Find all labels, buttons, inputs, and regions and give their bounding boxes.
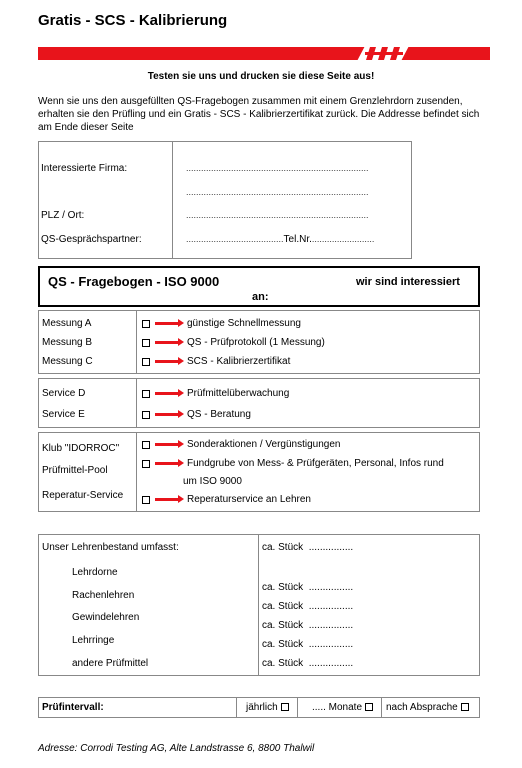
qty-dots: ................ — [308, 582, 354, 593]
qty-label: ca. Stück — [262, 620, 304, 631]
service-d-label: Service D — [42, 388, 86, 399]
interval-months-label: ..... Monate — [312, 702, 363, 713]
qty-label: ca. Stück — [262, 639, 304, 650]
option-label: Prüfmittelüberwachung — [187, 388, 290, 399]
option-pruefmittelueberwachung[interactable] — [142, 388, 289, 399]
arrow-icon — [155, 413, 181, 416]
interval-agreement[interactable] — [386, 702, 469, 713]
option-label: QS - Beratung — [187, 409, 251, 420]
option-label: SCS - Kalibrierzertifikat — [187, 356, 291, 367]
option-label: QS - Prüfprotokoll (1 Messung) — [187, 337, 325, 348]
pool-label: Prüfmittel-Pool — [42, 465, 108, 476]
company-logo — [356, 44, 410, 63]
interest-text: wir sind interessiert — [356, 276, 460, 288]
checkbox[interactable] — [142, 390, 150, 398]
intro-text: Wenn sie uns den ausgefüllten QS-Fragebogen zusammen mit einem Grenzlehrdorn zusenden, erhalten sie den Prüfling und ein Gratis - SCS - Kalibrierzertifikat zurück. Die Addresse befindet sich am Ende dieser Seite — [38, 96, 480, 133]
option-schnellmessung[interactable] — [142, 318, 301, 329]
interval-divider-2 — [381, 697, 382, 718]
option-qs-beratung[interactable] — [142, 409, 251, 420]
section-service-options — [136, 378, 480, 428]
red-banner — [38, 47, 490, 60]
measurement-b-label: Messung B — [42, 337, 93, 348]
checkbox[interactable] — [142, 358, 150, 366]
inventory-heading: Unser Lehrenbestand umfasst: — [42, 542, 179, 553]
inventory-item: Lehrringe — [72, 635, 115, 646]
checkbox[interactable] — [461, 703, 469, 711]
checkbox[interactable] — [142, 411, 150, 419]
option-label: günstige Schnellmessung — [187, 318, 301, 329]
firma-field-2[interactable]: ......................................................................... — [186, 187, 369, 197]
qty-field[interactable] — [262, 582, 353, 593]
option-kalibrierzertifikat[interactable] — [142, 356, 290, 367]
arrow-icon — [155, 462, 181, 465]
qty-label: ca. Stück — [262, 582, 304, 593]
club-label: Klub "IDORROC" — [42, 443, 120, 454]
option-pruefprotokoll[interactable] — [142, 337, 325, 348]
checkbox[interactable] — [142, 496, 150, 504]
checkbox[interactable] — [142, 339, 150, 347]
measurement-a-label: Messung A — [42, 318, 92, 329]
inventory-item: andere Prüfmittel — [72, 658, 149, 669]
arrow-icon — [155, 341, 181, 344]
arrow-icon — [155, 322, 181, 325]
repair-label: Reperatur-Service — [42, 490, 124, 501]
checkbox[interactable] — [142, 441, 150, 449]
partner-dots: ....................................... — [186, 234, 284, 244]
service-e-label: Service E — [42, 409, 85, 420]
qty-dots: ................ — [308, 639, 354, 650]
arrow-icon — [155, 498, 181, 501]
firma-label: Interessierte Firma: — [41, 163, 128, 174]
qty-field[interactable] — [262, 601, 353, 612]
interval-yearly-label: jährlich — [246, 702, 278, 713]
arrow-icon — [155, 360, 181, 363]
interval-label: Prüfintervall: — [42, 702, 104, 713]
plz-field[interactable]: ......................................................................... — [186, 210, 369, 220]
option-fundgrube[interactable] — [142, 458, 444, 469]
measurement-c-label: Messung C — [42, 356, 93, 367]
qty-field[interactable] — [262, 542, 353, 553]
option-label: Reperaturservice an Lehren — [187, 494, 311, 505]
interval-agreement-label: nach Absprache — [386, 702, 458, 713]
qty-label: ca. Stück — [262, 658, 304, 669]
option-fundgrube-cont: um ISO 9000 — [183, 476, 242, 487]
telnr-label: Tel.Nr. — [283, 234, 312, 245]
checkbox[interactable] — [281, 703, 289, 711]
page-title: Gratis - SCS - Kalibrierung — [38, 12, 228, 29]
footer-address: Adresse: Corrodi Testing AG, Alte Landstrasse 6, 8800 Thalwil — [38, 743, 315, 754]
inventory-item: Rachenlehren — [72, 590, 135, 601]
qty-field[interactable] — [262, 639, 353, 650]
qty-dots: ................ — [308, 658, 354, 669]
plz-label: PLZ / Ort: — [41, 210, 85, 221]
headline: Testen sie uns und drucken sie diese Seite aus! — [147, 71, 375, 82]
option-label: Sonderaktionen / Vergünstigungen — [187, 439, 341, 450]
qty-dots: ................ — [308, 542, 354, 553]
checkbox[interactable] — [365, 703, 373, 711]
telnr-dots: ......................... — [311, 234, 375, 244]
qty-field[interactable] — [262, 620, 353, 631]
checkbox[interactable] — [142, 320, 150, 328]
option-label: Fundgrube von Mess- & Prüfgeräten, Personal, Infos rund — [187, 458, 444, 469]
inventory-item: Gewindelehren — [72, 612, 140, 623]
qty-dots: ................ — [308, 601, 354, 612]
qty-label: ca. Stück — [262, 601, 304, 612]
checkbox[interactable] — [142, 460, 150, 468]
interval-months[interactable] — [312, 702, 373, 713]
inventory-item: Lehrdorne — [72, 567, 118, 578]
qty-label: ca. Stück — [262, 542, 304, 553]
qty-field[interactable] — [262, 658, 353, 669]
interval-yearly[interactable] — [246, 702, 289, 713]
interest-text-cont: an: — [252, 291, 269, 303]
option-sonderaktionen[interactable] — [142, 439, 340, 450]
arrow-icon — [155, 392, 181, 395]
arrow-icon — [155, 443, 181, 446]
option-reparaturservice[interactable] — [142, 494, 311, 505]
partner-field[interactable] — [186, 234, 374, 245]
firma-field-1[interactable]: ......................................................................... — [186, 163, 369, 173]
questionnaire-title: QS - Fragebogen - ISO 9000 — [48, 274, 220, 289]
partner-label: QS-Gesprächspartner: — [41, 234, 142, 245]
qty-dots: ................ — [308, 620, 354, 631]
